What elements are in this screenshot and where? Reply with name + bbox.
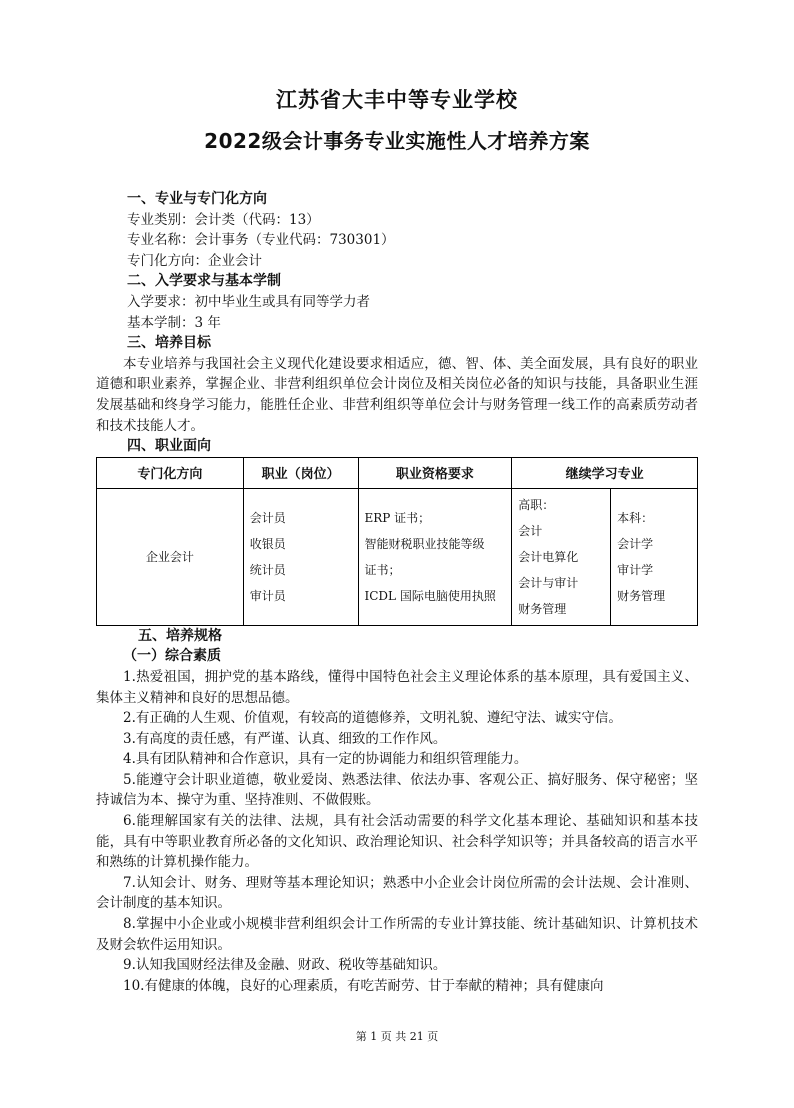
career-table-row bbox=[97, 488, 698, 625]
quality-item: 4.具有团队精神和合作意识，具有一定的协调能力和组织管理能力。 bbox=[123, 751, 528, 768]
cert-item: 证书； bbox=[364, 562, 401, 577]
major-category: 专业类别：会计类（代码：13） bbox=[127, 211, 320, 228]
study-duration: 基本学制：3 年 bbox=[127, 314, 221, 331]
higher-vocational-item: 会计与审计 bbox=[518, 575, 579, 590]
page-footer: 第 1 页 共 21 页 bbox=[355, 1030, 439, 1043]
header-job: 职业（岗位） bbox=[243, 457, 358, 488]
cert-item: ERP 证书； bbox=[364, 510, 431, 525]
cell-direction: 企业会计 bbox=[97, 488, 244, 625]
cell-certs bbox=[358, 488, 512, 625]
quality-item: 6.能理解国家有关的法律、法规，具有社会活动需要的科学文化基本理论、基础知识和基本技能，具有中等职业教育所必备的文化知识、政治理论知识、社会科学知识等；并具备较高的语言水平和熟练的计算机操作能力。 bbox=[96, 813, 698, 871]
cell-jobs bbox=[243, 488, 358, 625]
job-item: 会计员 bbox=[249, 510, 286, 525]
quality-item: 2.有正确的人生观、价值观，有较高的道德修养，文明礼貌、遵纪守法、诚实守信。 bbox=[123, 710, 622, 727]
higher-vocational-item: 高职： bbox=[518, 497, 555, 512]
quality-item: 5.能遵守会计职业道德，敬业爱岗、熟悉法律、依法办事、客观公正、搞好服务、保守秘密；坚持诚信为本、操守为重、坚持准则、不做假账。 bbox=[96, 771, 698, 809]
section-5-heading: 五、培养规格 bbox=[138, 627, 222, 644]
header-further-study: 继续学习专业 bbox=[512, 457, 698, 488]
cell-higher-vocational bbox=[512, 488, 611, 625]
section-2-heading: 二、入学要求与基本学制 bbox=[127, 273, 281, 290]
section-3-heading: 三、培养目标 bbox=[127, 335, 211, 352]
document-title: 江苏省大丰中等专业学校 bbox=[276, 88, 518, 112]
cert-item: 智能财税职业技能等级 bbox=[364, 536, 485, 551]
undergraduate-item: 本科： bbox=[617, 510, 654, 525]
section-4-heading: 四、职业面向 bbox=[127, 438, 211, 455]
section-1-heading: 一、专业与专门化方向 bbox=[127, 191, 267, 207]
quality-item: 9.认知我国财经法律及金融、财政、税收等基础知识。 bbox=[123, 957, 447, 974]
document-body bbox=[96, 189, 698, 996]
undergraduate-item: 会计学 bbox=[617, 536, 654, 551]
section-5-subheading: （一）综合素质 bbox=[123, 648, 221, 665]
higher-vocational-item: 会计 bbox=[518, 523, 543, 538]
undergraduate-item: 财务管理 bbox=[617, 588, 666, 603]
career-table bbox=[96, 457, 698, 626]
quality-item: 7.认知会计、财务、理财等基本理论知识；熟悉中小企业会计岗位所需的会计法规、会计准则、会计制度的基本知识。 bbox=[96, 874, 698, 912]
header-qualification: 职业资格要求 bbox=[358, 457, 512, 488]
quality-item: 1.热爱祖国，拥护党的基本路线，懂得中国特色社会主义理论体系的基本原理，具有爱国主义、集体主义精神和良好的思想品德。 bbox=[96, 668, 698, 706]
cell-undergraduate bbox=[611, 488, 698, 625]
document-subtitle: 2022级会计事务专业实施性人才培养方案 bbox=[204, 129, 590, 153]
quality-item: 8.掌握中小企业或小规模非营利组织会计工作所需的专业计算技能、统计基础知识、计算机技术及财会软件运用知识。 bbox=[96, 916, 698, 953]
quality-item: 10.有健康的体魄，良好的心理素质，有吃苦耐劳、甘于奉献的精神；具有健康向 bbox=[123, 977, 604, 994]
major-name: 专业名称：会计事务（专业代码：730301） bbox=[127, 232, 395, 249]
admission-requirement: 入学要求：初中毕业生或具有同等学力者 bbox=[127, 293, 370, 310]
career-table-header-row bbox=[97, 457, 698, 488]
header-direction: 专门化方向 bbox=[97, 457, 244, 488]
undergraduate-item: 审计学 bbox=[617, 562, 654, 577]
job-item: 审计员 bbox=[249, 588, 286, 603]
major-direction: 专门化方向：企业会计 bbox=[127, 252, 262, 269]
job-item: 收银员 bbox=[249, 536, 286, 551]
higher-vocational-item: 会计电算化 bbox=[518, 549, 579, 564]
job-item: 统计员 bbox=[249, 562, 286, 577]
training-goal-text: 本专业培养与我国社会主义现代化建设要求相适应，德、智、体、美全面发展，具有良好的职业道德和职业素养，掌握企业、非营利组织单位会计岗位及相关岗位必备的知识与技能，具备职业生涯发展基础和终身学习能力，能胜任企业、非营利组织等单位会计与财务管理一线工作的高素质劳动者和技术技能人才。 bbox=[96, 355, 698, 434]
quality-item: 3.有高度的责任感，有严谨、认真、细致的工作作风。 bbox=[123, 730, 447, 747]
cert-item: ICDL 国际电脑使用执照 bbox=[364, 588, 496, 603]
higher-vocational-item: 财务管理 bbox=[518, 601, 567, 616]
